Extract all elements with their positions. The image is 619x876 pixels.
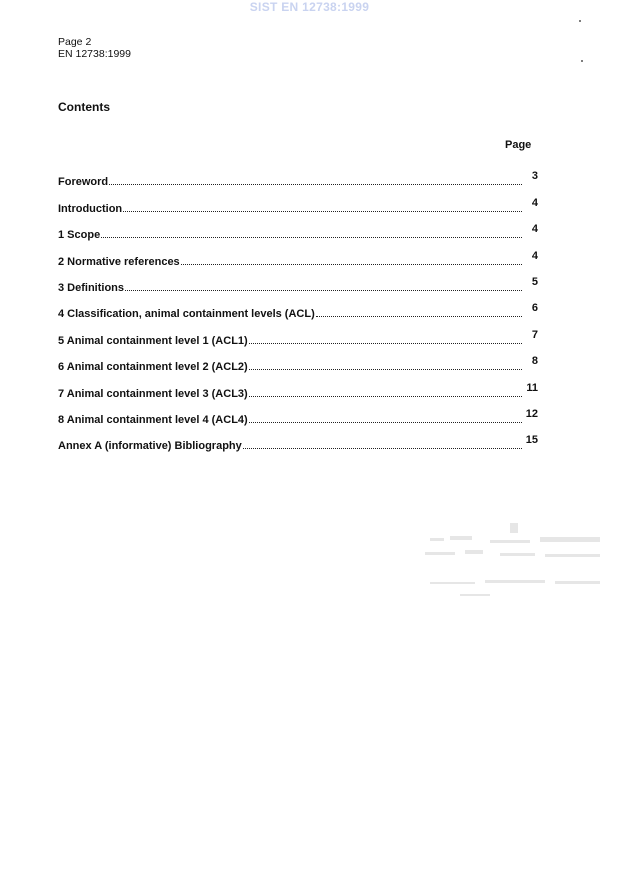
- contents-heading: Contents: [58, 100, 110, 114]
- dot-leader: [243, 447, 522, 449]
- toc-entry-page: 12: [525, 407, 538, 420]
- toc-entry-page: 4: [531, 249, 538, 262]
- page-column-heading: Page: [505, 139, 532, 151]
- toc-entry-label: 2 Normative references: [58, 255, 180, 268]
- toc-entry-normative-references[interactable]: [58, 241, 538, 267]
- watermark: SIST EN 12738:1999: [249, 0, 370, 14]
- toc-entry-page: 15: [525, 434, 538, 447]
- dot-leader: [316, 315, 522, 317]
- toc-entry-acl2[interactable]: [58, 347, 538, 373]
- dot-leader: [249, 342, 522, 344]
- toc-entry-label: 7 Animal containment level 3 (ACL3): [58, 387, 248, 400]
- toc-entry-page: 4: [531, 196, 538, 209]
- dot-leader: [181, 263, 522, 265]
- toc-entry-page: 7: [531, 328, 538, 341]
- page-number-label: Page 2: [58, 36, 92, 48]
- toc-entry-definitions[interactable]: [58, 268, 538, 294]
- scan-noise: [420, 520, 610, 610]
- scan-speck: [581, 60, 583, 62]
- toc-entry-label: 4 Classification, animal containment levels (ACL): [58, 308, 315, 321]
- toc-entry-acl3[interactable]: [58, 373, 538, 399]
- dot-leader: [123, 210, 522, 212]
- toc-entry-annex-a[interactable]: [58, 426, 538, 452]
- toc-entry-classification[interactable]: [58, 294, 538, 320]
- dot-leader: [109, 183, 522, 185]
- toc-entry-label: 3 Definitions: [58, 281, 125, 294]
- table-of-contents: [58, 162, 538, 452]
- toc-entry-label: Annex A (informative) Bibliography: [58, 440, 242, 453]
- toc-entry-label: 5 Animal containment level 1 (ACL1): [58, 334, 248, 347]
- dot-leader: [249, 368, 522, 370]
- dot-leader: [101, 236, 522, 238]
- dot-leader: [249, 421, 522, 423]
- page-header: [58, 36, 131, 60]
- dot-leader: [249, 395, 522, 397]
- toc-entry-page: 4: [531, 223, 538, 236]
- toc-entry-page: 11: [526, 381, 538, 394]
- toc-entry-label: 6 Animal containment level 2 (ACL2): [58, 361, 248, 374]
- toc-entry-scope[interactable]: [58, 215, 538, 241]
- scan-speck: [579, 20, 581, 22]
- toc-entry-acl4[interactable]: [58, 400, 538, 426]
- toc-entry-page: 8: [531, 355, 538, 368]
- toc-entry-introduction[interactable]: [58, 188, 538, 214]
- toc-entry-label: Introduction: [58, 202, 123, 215]
- toc-entry-foreword[interactable]: [58, 162, 538, 188]
- toc-entry-label: 8 Animal containment level 4 (ACL4): [58, 413, 248, 426]
- toc-entry-page: 3: [531, 170, 538, 183]
- toc-entry-page: 6: [531, 302, 538, 315]
- toc-entry-acl1[interactable]: [58, 320, 538, 346]
- toc-entry-page: 5: [531, 275, 538, 288]
- toc-entry-label: Foreword: [58, 176, 109, 189]
- dot-leader: [125, 289, 522, 291]
- document-reference: EN 12738:1999: [58, 48, 131, 60]
- toc-entry-label: 1 Scope: [58, 229, 101, 242]
